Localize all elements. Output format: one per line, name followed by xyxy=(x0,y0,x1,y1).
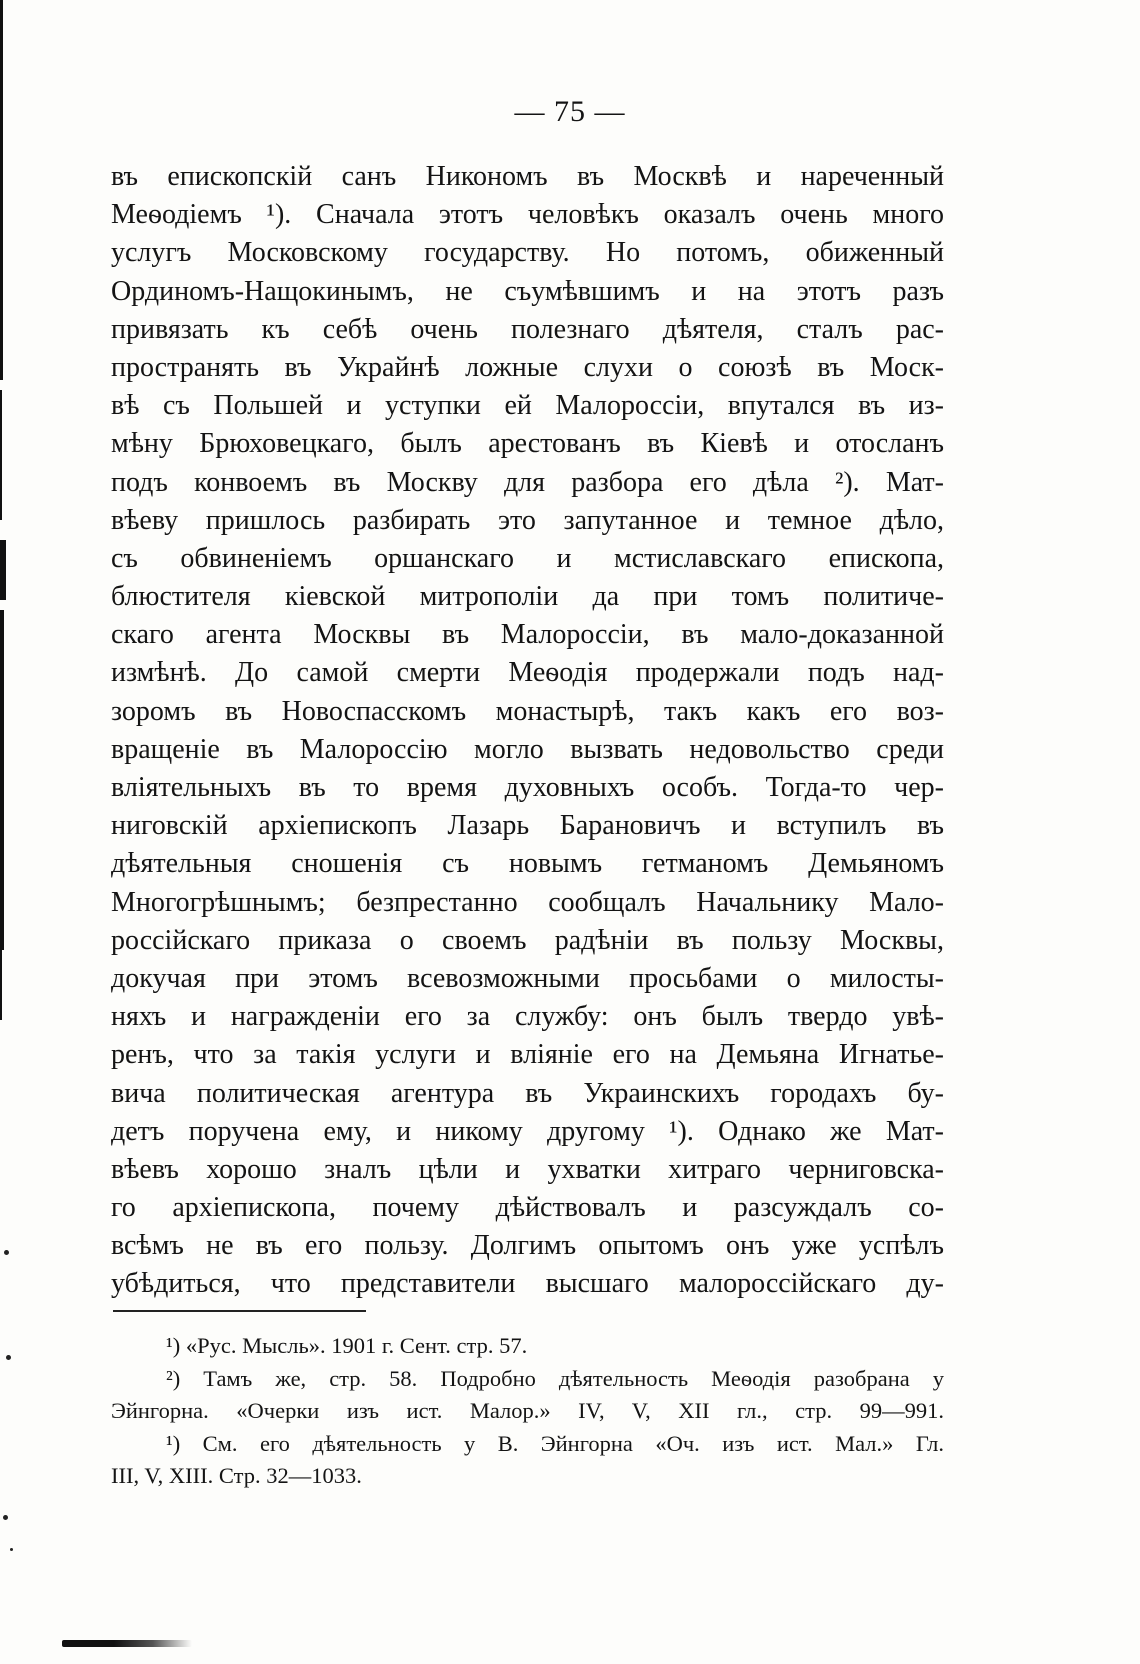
text-line: дѣятельныя сношенія съ новымъ гетманомъ Демьяномъ xyxy=(111,848,944,880)
text-line: убѣдиться, что представители высшаго малороссійскаго ду- xyxy=(111,1268,944,1300)
text-line: россійскаго приказа о своемъ радѣніи въ пользу Москвы, xyxy=(111,924,944,956)
text-line: привязать къ себѣ очень полезнаго дѣятеля, сталъ рас- xyxy=(111,313,944,345)
scan-smudge xyxy=(62,1640,192,1647)
text-line: вращеніе въ Малороссію могло вызвать недовольство среди xyxy=(111,733,944,765)
text-line: блюстителя кіевской митрополіи да при томъ политиче- xyxy=(111,581,944,613)
text-line: ренъ, что за такія услуги и вліяніе его на Демьяна Игнатье- xyxy=(111,1039,944,1071)
text-line: Многогрѣшнымъ; безпрестанно сообщалъ Начальнику Мало- xyxy=(111,886,944,918)
text-line: вѣеву пришлось разбирать это запутанное и темное дѣло, xyxy=(111,504,944,536)
text-line: детъ поручена ему, и никому другому ¹). Однако же Мат- xyxy=(111,1115,944,1147)
footnote-line: Эйнгорна. «Очерки изъ ист. Малор.» IV, V, XII гл., стр. 99—991. xyxy=(111,1398,944,1423)
scan-edge-mark xyxy=(0,540,6,600)
scan-edge-mark xyxy=(0,0,3,380)
text-line: подъ конвоемъ въ Москву для разбора его дѣла ²). Мат- xyxy=(111,466,944,498)
text-line: вѣевъ хорошо зналъ цѣли и ухватки хитраго черниговска- xyxy=(111,1153,944,1185)
text-line: ниговскій архіепископъ Лазарь Барановичъ и вступилъ въ xyxy=(111,810,944,842)
footnote-line: ²) Тамъ же, стр. 58. Подробно дѣятельность Меѳодія разобрана у xyxy=(166,1365,944,1391)
scan-speck xyxy=(6,1355,11,1360)
text-line: вѣ съ Польшей и уступки ей Малороссіи, впутался въ из- xyxy=(111,390,944,422)
text-line: зоромъ въ Новоспасскомъ монастырѣ, такъ какъ его воз- xyxy=(111,695,944,727)
footnote-line: ¹) См. его дѣятельность у В. Эйнгорна «Оч. изъ ист. Мал.» Гл. xyxy=(166,1430,944,1456)
text-line: съ обвиненіемъ оршанскаго и мстиславскаго епископа, xyxy=(111,542,944,574)
footnote-line: III, V, XIII. Стр. 32—1033. xyxy=(111,1463,362,1488)
text-line: докучая при этомъ всевозможными просьбами о милосты- xyxy=(111,962,944,994)
text-line: услугъ Московскому государству. Но потомъ, обиженный xyxy=(111,237,944,269)
text-line: въ епископскій санъ Никономъ въ Москвѣ и нареченный xyxy=(111,161,944,192)
scan-speck xyxy=(4,1250,9,1255)
text-line: Меѳодіемъ ¹). Сначала этотъ человѣкъ оказалъ очень много xyxy=(111,199,944,231)
text-line: го архіепископа, почему дѣйствовалъ и разсуждалъ со- xyxy=(111,1192,944,1224)
text-line: вліятельныхъ въ то время духовныхъ особъ. Тогда-то чер- xyxy=(111,772,944,803)
body-text xyxy=(111,158,944,1304)
footnote-line: ¹) «Рус. Мысль». 1901 г. Сент. стр. 57. xyxy=(166,1333,528,1358)
scan-speck xyxy=(10,1548,13,1551)
footnotes xyxy=(111,1330,944,1493)
text-line: измѣнѣ. До самой смерти Меѳодія продержали подъ над- xyxy=(111,657,944,689)
scan-edge-mark xyxy=(0,610,4,950)
scan-edge-mark xyxy=(0,950,2,1020)
text-line: вича политическая агентура въ Украинскихъ городахъ бу- xyxy=(111,1077,944,1109)
page-number: — 75 — xyxy=(514,95,626,128)
text-line: мѣну Брюховецкаго, былъ арестованъ въ Кіевѣ и отосланъ xyxy=(111,428,944,460)
text-line: всѣмъ не въ его пользу. Долгимъ опытомъ онъ уже успѣлъ xyxy=(111,1230,944,1262)
scan-speck xyxy=(3,1515,8,1520)
text-line: пространять въ Украйнѣ ложные слухи о союзѣ въ Моск- xyxy=(111,351,944,383)
scan-edge-mark xyxy=(0,390,2,520)
text-line: скаго агента Москвы въ Малороссіи, въ мало-доказанной xyxy=(111,619,944,651)
text-line: няхъ и награжденіи его за службу: онъ былъ твердо увѣ- xyxy=(111,1001,944,1033)
footnote-separator xyxy=(113,1310,366,1312)
text-line: Ординомъ-Нащокинымъ, не съумѣвшимъ и на этотъ разъ xyxy=(111,275,944,307)
